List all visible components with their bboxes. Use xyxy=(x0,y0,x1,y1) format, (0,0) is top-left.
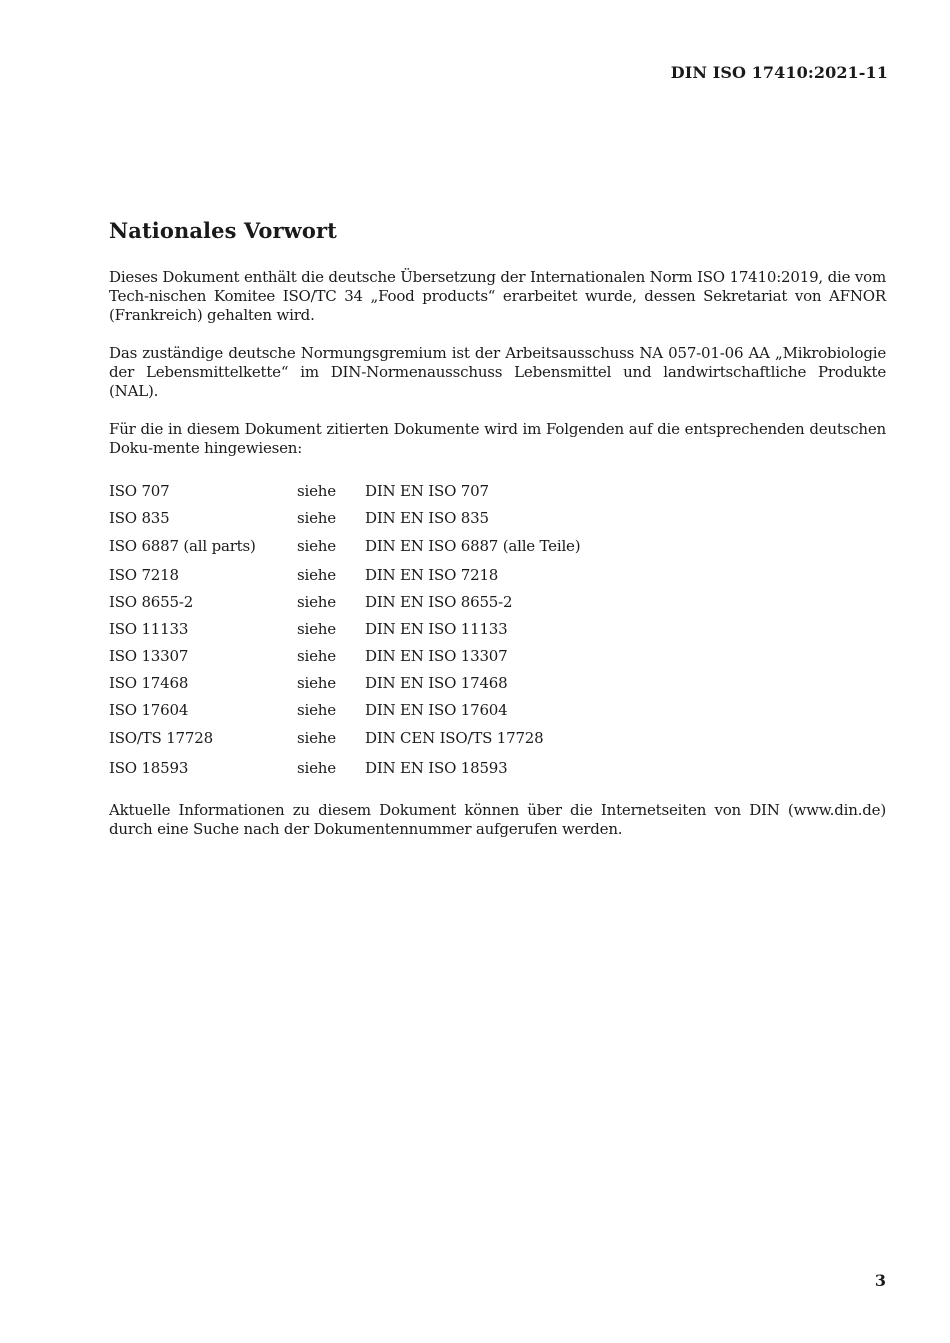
siehe-label: siehe xyxy=(297,565,336,584)
table-row xyxy=(109,531,580,561)
iso-reference: ISO 8655-2 xyxy=(109,592,194,611)
paragraph-translation-info: Dieses Dokument enthält die deutsche Übersetzung der Internationalen Norm ISO 17410:2019, die vom Tech-nischen Komitee ISO/TC 34 „Food products“ erarbeitet wurde, dessen Sekretariat von AFNOR (Frankreich) gehalten wird. xyxy=(109,268,886,324)
iso-reference: ISO 6887 (all parts) xyxy=(109,537,256,555)
iso-reference: ISO 17468 xyxy=(109,673,189,692)
din-reference: DIN EN ISO 11133 xyxy=(365,619,508,638)
iso-reference: ISO 11133 xyxy=(109,619,189,638)
din-reference: DIN EN ISO 7218 xyxy=(365,565,499,584)
siehe-label: siehe xyxy=(297,646,336,665)
iso-reference: ISO 835 xyxy=(109,508,170,527)
iso-reference: ISO 7218 xyxy=(109,565,179,584)
din-reference: DIN EN ISO 17468 xyxy=(365,673,508,692)
siehe-label: siehe xyxy=(297,619,336,638)
document-code: DIN ISO 17410:2021-11 xyxy=(670,63,888,82)
paragraph-current-information: Aktuelle Informationen zu diesem Dokument können über die Internetseiten von DIN (www.din.de) durch eine Suche nach der Dokumentennummer aufgerufen werden. xyxy=(109,801,886,838)
iso-reference: ISO 13307 xyxy=(109,646,189,665)
din-reference: DIN EN ISO 707 xyxy=(365,481,489,500)
paragraph-references-intro: Für die in diesem Dokument zitierten Dokumente wird im Folgenden auf die entsprechenden deutschen Doku-mente hingewiesen: xyxy=(109,420,886,457)
siehe-label: siehe xyxy=(297,537,336,555)
siehe-label: siehe xyxy=(297,673,336,692)
table-row xyxy=(109,615,580,642)
din-reference: DIN EN ISO 13307 xyxy=(365,646,508,665)
table-row xyxy=(109,723,580,753)
din-reference: DIN EN ISO 6887 (alle Teile) xyxy=(365,537,581,555)
page-number: 3 xyxy=(874,1271,886,1290)
table-row xyxy=(109,642,580,669)
table-row xyxy=(109,696,580,723)
iso-reference: ISO 18593 xyxy=(109,759,189,777)
iso-reference: ISO 707 xyxy=(109,481,170,500)
siehe-label: siehe xyxy=(297,508,336,527)
table-row xyxy=(109,753,580,783)
iso-reference: ISO/TS 17728 xyxy=(109,729,213,747)
siehe-label: siehe xyxy=(297,729,336,747)
paragraph-committee-info: Das zuständige deutsche Normungsgremium ist der Arbeitsausschuss NA 057-01-06 AA „Mikrobiologie der Lebensmittelkette“ im DIN-Normenausschuss Lebensmittel und landwirtschaftliche Produkte (NAL). xyxy=(109,344,886,400)
din-reference: DIN EN ISO 18593 xyxy=(365,759,508,777)
din-reference: DIN EN ISO 17604 xyxy=(365,700,508,719)
table-row xyxy=(109,477,580,504)
iso-reference: ISO 17604 xyxy=(109,700,189,719)
table-row xyxy=(109,588,580,615)
din-reference: DIN EN ISO 8655-2 xyxy=(365,592,513,611)
national-foreword-section xyxy=(109,218,886,858)
din-reference: DIN EN ISO 835 xyxy=(365,508,489,527)
table-row xyxy=(109,561,580,588)
siehe-label: siehe xyxy=(297,759,336,777)
siehe-label: siehe xyxy=(297,700,336,719)
table-row xyxy=(109,669,580,696)
siehe-label: siehe xyxy=(297,481,336,500)
table-row xyxy=(109,504,580,531)
reference-table xyxy=(109,477,580,783)
din-reference: DIN CEN ISO/TS 17728 xyxy=(365,729,544,747)
siehe-label: siehe xyxy=(297,592,336,611)
section-title: Nationales Vorwort xyxy=(109,218,337,243)
